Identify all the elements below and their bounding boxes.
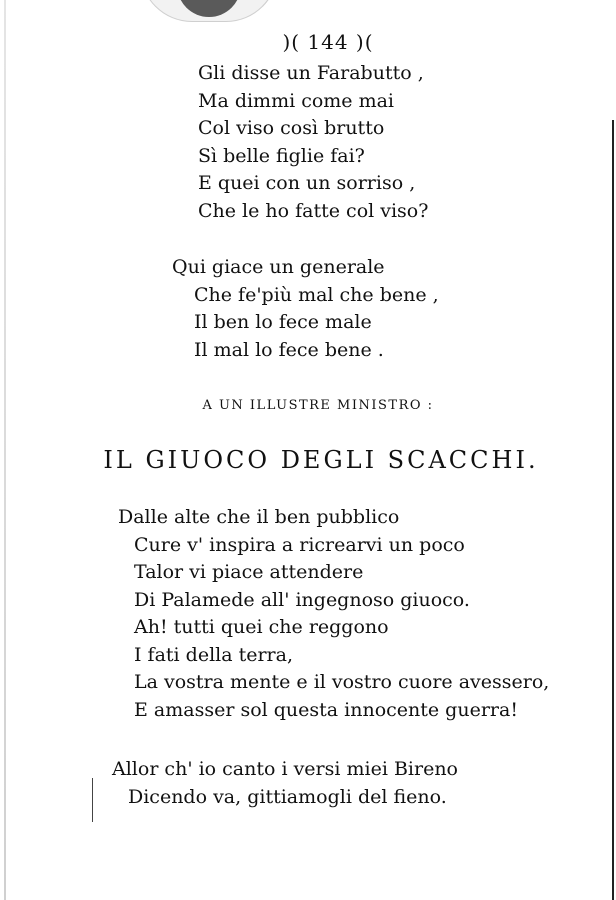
verse-line: Gli disse un Farabutto , [198,62,424,84]
verse-line: Il mal lo fece bene . [194,338,384,361]
verse-line: E quei con un sorriso , [198,172,416,194]
verse-line: Talor vi piace attendere [134,561,364,583]
closing-stanza [112,756,458,811]
epigram-stanza [198,60,428,225]
verse-line: Ma dimmi come mai [198,89,395,112]
verse-line: Di Palamede all' ingegnoso giuoco. [134,588,470,611]
verse-line: Allor ch' io canto i versi miei Bireno [112,758,458,780]
verse-line: Ah! tutti quei che reggono [134,616,389,638]
verse-line: Che le ho fatte col viso? [198,199,429,222]
verse-line: I fati della terra, [134,643,293,666]
verse-line: Sì belle figlie fai? [198,144,365,167]
chess-poem-stanza [118,504,549,724]
verse-line: Col viso così brutto [198,117,385,139]
verse-line: Dalle alte che il ben pubblico [118,506,400,528]
verse-line: Il ben lo fece male [194,311,372,333]
page-right-edge [612,120,614,900]
dedication: A UN ILLUSTRE MINISTRO : [202,398,434,413]
verse-line: Cure v' inspira a ricrearvi un poco [134,533,465,556]
verse-line: La vostra mente e il vostro cuore avessero, [134,671,550,693]
verse-line: Che fe'più mal che bene , [194,283,439,306]
epitaph-stanza [172,254,439,364]
margin-mark [92,778,93,822]
verse-line: E amasser sol questa innocente guerra! [134,698,518,721]
library-stamp [140,0,278,22]
page-number: )( 144 )( [282,30,374,54]
verse-line: Dicendo va, gittiamogli del fieno. [128,785,447,808]
verse-line: Qui giace un generale [172,256,385,278]
poem-title: IL GIUOCO DEGLI SCACCHI. [103,446,539,474]
